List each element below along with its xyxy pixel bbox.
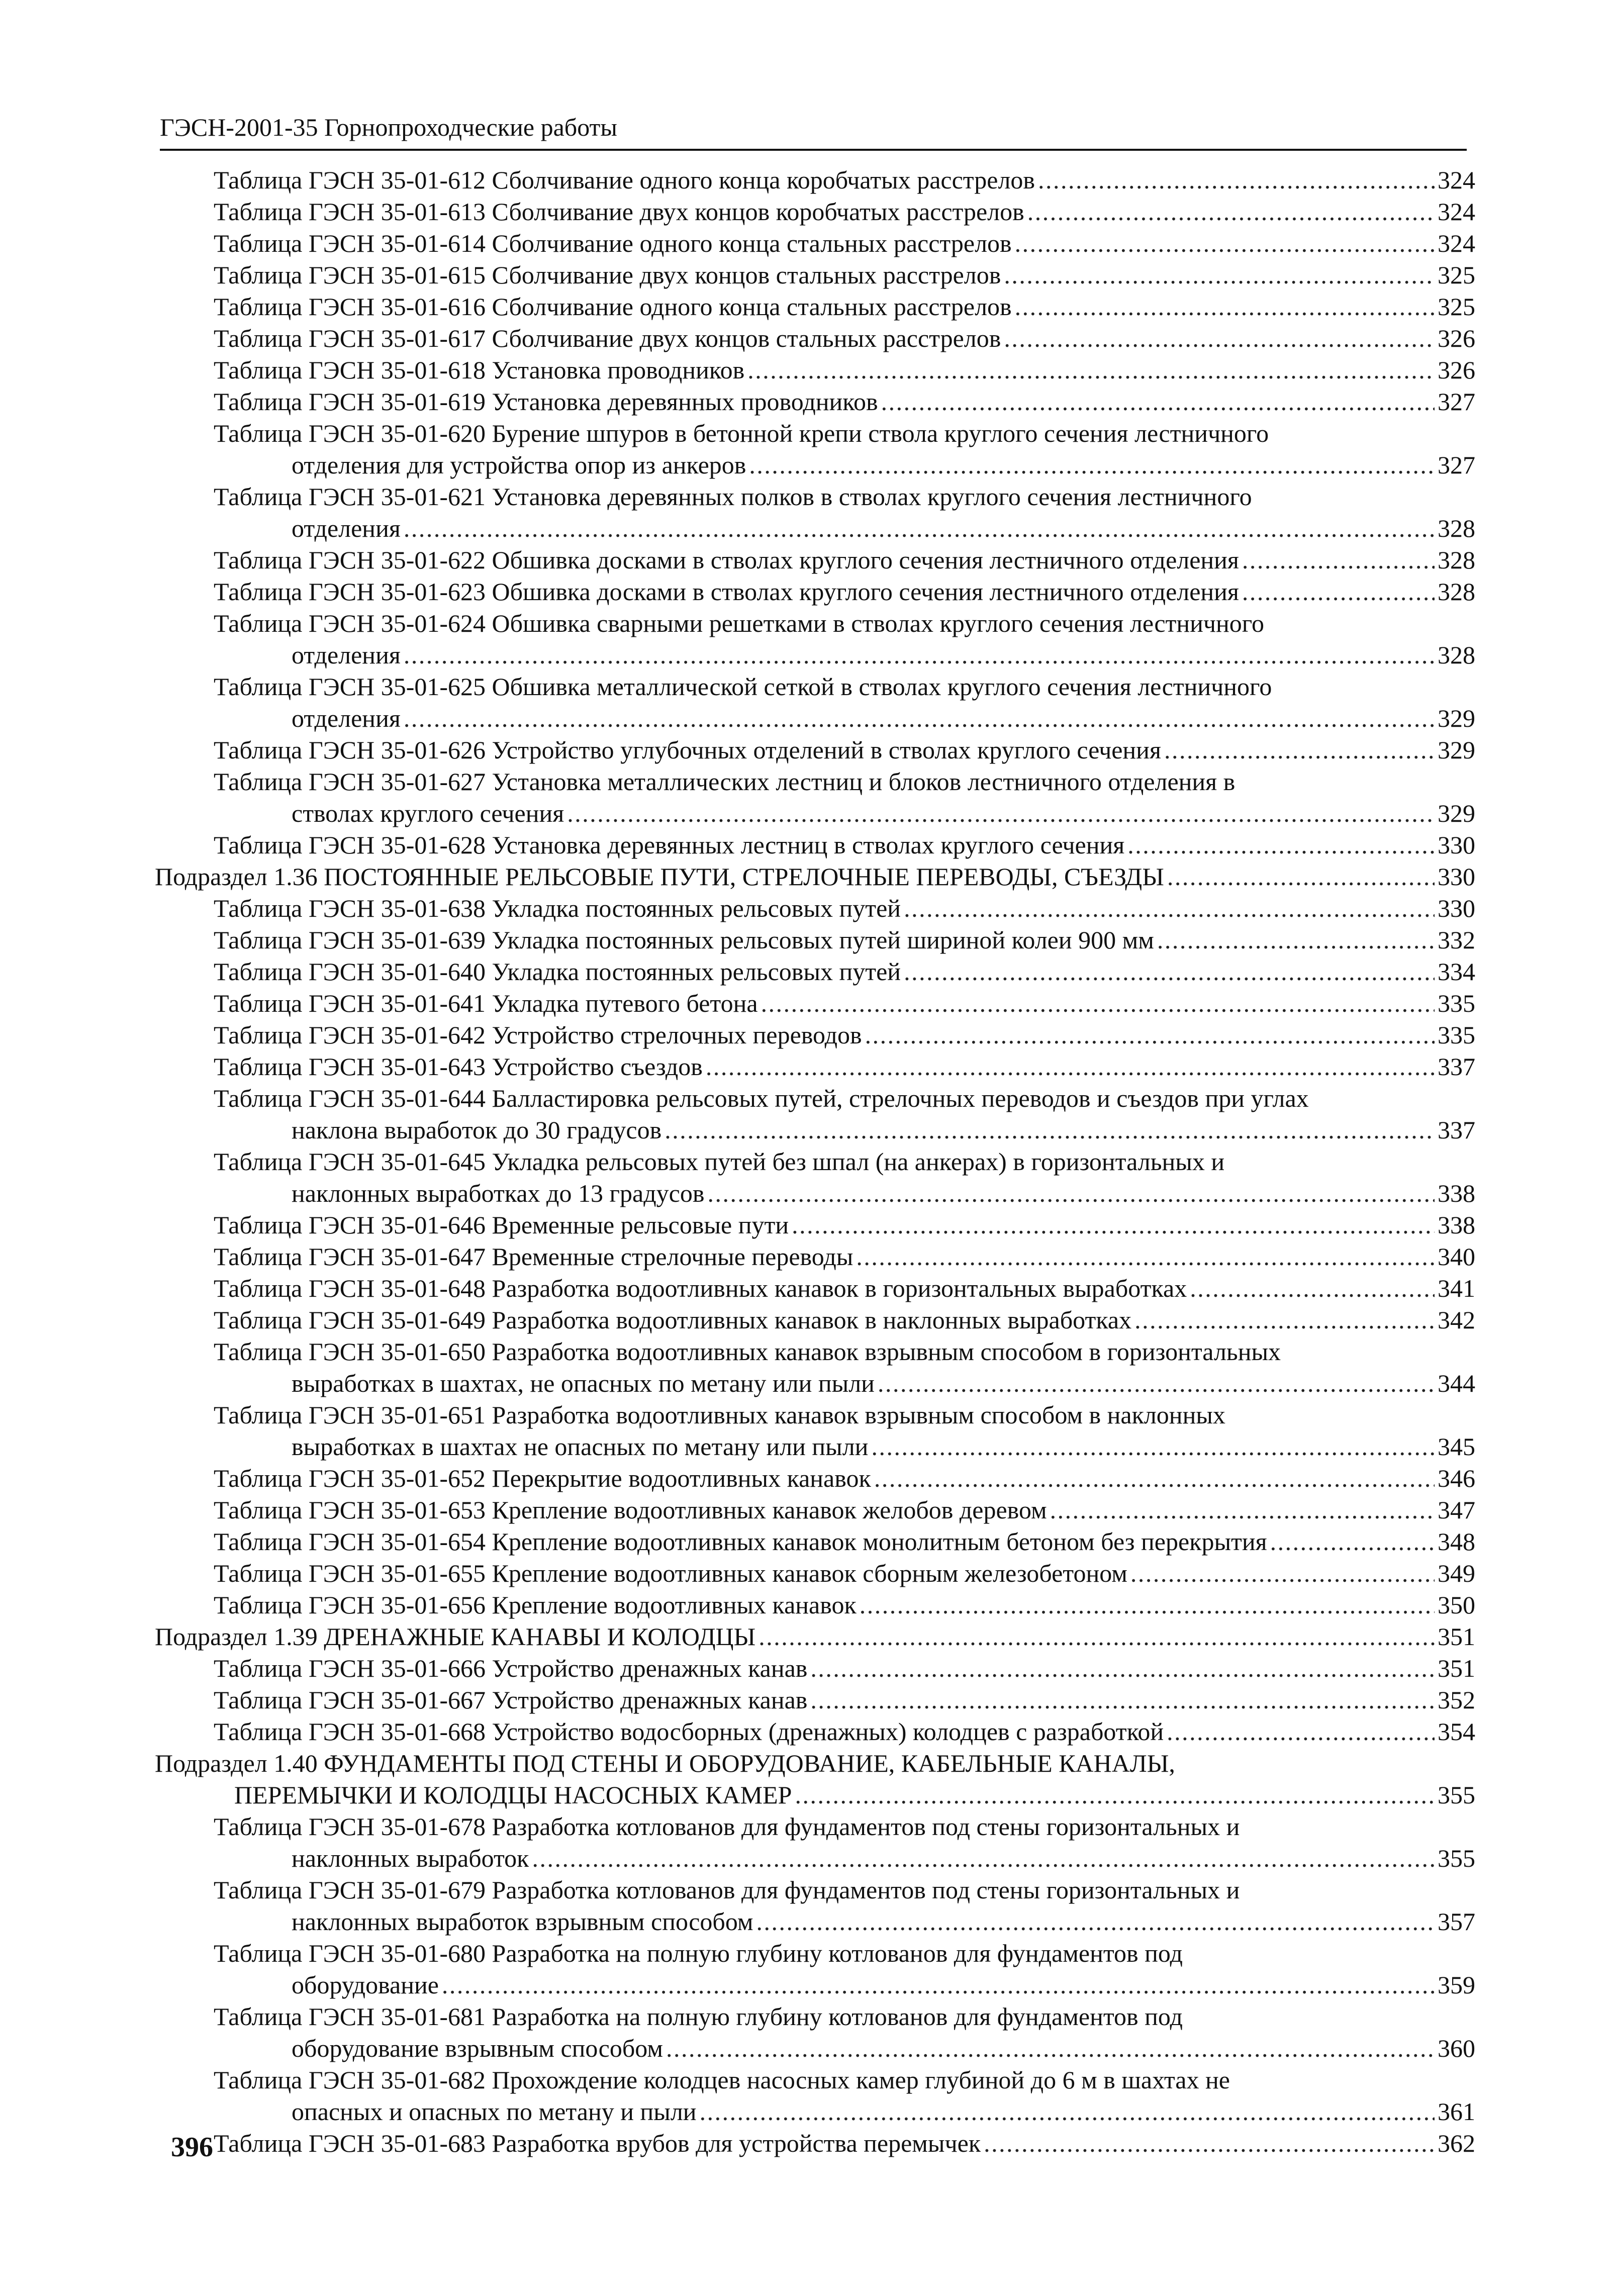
- dot-leader: [1270, 1526, 1435, 1558]
- toc-page-number: 328: [1438, 578, 1475, 606]
- toc-entry-text: Таблица ГЭСН 35-01-638 Укладка постоянных рельсовых путей: [214, 894, 901, 922]
- toc-page-number: 338: [1438, 1179, 1475, 1207]
- toc-section-line: [234, 1779, 1475, 1811]
- toc-entry-line: [214, 481, 1252, 513]
- toc-entry-text: Таблица ГЭСН 35-01-621 Установка деревянных полков в стволах круглого сечения лестничного: [214, 483, 1252, 511]
- toc-entry-text: Таблица ГЭСН 35-01-628 Установка деревянных лестниц в стволах круглого сечения: [214, 831, 1125, 859]
- toc-page-number: 361: [1438, 2097, 1475, 2126]
- toc-entry-line: [214, 1019, 1475, 1051]
- toc-entry-text: Таблица ГЭСН 35-01-618 Установка проводников: [214, 356, 745, 384]
- toc-page-number: 334: [1438, 958, 1475, 986]
- dot-leader: [700, 2096, 1435, 2128]
- toc-page-number: 330: [1438, 831, 1475, 859]
- toc-entry-line: [214, 1811, 1240, 1843]
- toc-entry-text: выработках в шахтах, не опасных по метану или пыли: [292, 1369, 875, 1397]
- toc-section-line: [155, 861, 1475, 893]
- dot-leader: [871, 1431, 1435, 1463]
- toc-entry-text: Таблица ГЭСН 35-01-645 Укладка рельсовых путей без шпал (на анкерах) в горизонтальных и: [214, 1147, 1225, 1176]
- toc-page-number: 325: [1438, 261, 1475, 289]
- toc-entry-line: [214, 988, 1475, 1019]
- toc-entry-text: Таблица ГЭСН 35-01-644 Балластировка рельсовых путей, стрелочных переводов и съездов при углах: [214, 1084, 1309, 1112]
- toc-entry-line: [292, 1843, 1475, 1874]
- dot-leader: [1027, 196, 1435, 228]
- toc-entry-text: стволах круглого сечения: [292, 799, 564, 827]
- toc-entry-line: [214, 576, 1475, 608]
- toc-entry-line: [214, 1304, 1475, 1336]
- toc-entry-line: [214, 1653, 1475, 1684]
- dot-leader: [1015, 291, 1435, 323]
- toc-entry-line: [214, 1463, 1475, 1494]
- toc-page-number: 344: [1438, 1369, 1475, 1397]
- toc-entry-line: [292, 513, 1475, 544]
- toc-entry-text: наклонных выработок: [292, 1844, 529, 1872]
- toc-page-number: 357: [1438, 1907, 1475, 1936]
- toc-entry-text: выработках в шахтах не опасных по метану или пыли: [292, 1432, 869, 1461]
- toc-entry-line: [214, 956, 1475, 988]
- toc-entry-line: [292, 1178, 1475, 1209]
- dot-leader: [1015, 228, 1435, 259]
- toc-page-number: 325: [1438, 293, 1475, 321]
- toc-entry-text: Таблица ГЭСН 35-01-683 Разработка врубов для устройства перемычек: [214, 2129, 981, 2157]
- dot-leader: [1242, 544, 1435, 576]
- dot-leader: [795, 1779, 1435, 1811]
- toc-entry-line: [214, 608, 1264, 639]
- dot-leader: [707, 1178, 1435, 1209]
- toc-entry-line: [214, 1399, 1225, 1431]
- toc-entry-text: Таблица ГЭСН 35-01-627 Установка металлических лестниц и блоков лестничного отделения в: [214, 768, 1236, 796]
- toc-entry-line: [214, 1241, 1475, 1273]
- toc-entry-line: [214, 1051, 1475, 1083]
- toc-page-number: 349: [1438, 1559, 1475, 1587]
- toc-page-number: 324: [1438, 198, 1475, 226]
- header-title: ГЭСН-2001-35 Горнопроходческие работы: [160, 113, 617, 141]
- dot-leader: [532, 1843, 1435, 1874]
- toc-entry-line: [292, 1114, 1475, 1146]
- dot-leader: [664, 1114, 1435, 1146]
- dot-leader: [874, 1463, 1435, 1494]
- dot-leader: [666, 2033, 1435, 2064]
- toc-page-number: 351: [1438, 1654, 1475, 1682]
- toc-entry-text: Таблица ГЭСН 35-01-667 Устройство дренажных канав: [214, 1686, 808, 1714]
- toc-entry-line: [214, 766, 1235, 798]
- toc-entry-line: [214, 1589, 1475, 1621]
- toc-page-number: 332: [1438, 926, 1475, 954]
- toc-page-number: 360: [1438, 2034, 1475, 2062]
- toc-entry-line: [214, 1874, 1240, 1906]
- dot-leader: [747, 354, 1435, 386]
- dot-leader: [1134, 1304, 1435, 1336]
- toc-entry-text: Подраздел 1.36 ПОСТОЯННЫЕ РЕЛЬСОВЫЕ ПУТИ, СТРЕЛОЧНЫЕ ПЕРЕВОДЫ, СЪЕЗДЫ: [155, 863, 1164, 891]
- toc-entry-line: [214, 1273, 1475, 1304]
- toc-entry-text: Таблица ГЭСН 35-01-625 Обшивка металлической сеткой в стволах круглого сечения лестничного: [214, 673, 1272, 701]
- toc-entry-line: [292, 2096, 1475, 2128]
- toc-entry-line: [214, 1684, 1475, 1716]
- toc-page-number: 328: [1438, 514, 1475, 542]
- toc-entry-text: оборудование: [292, 1971, 439, 1999]
- toc-entry-line: [292, 639, 1475, 671]
- dot-leader: [810, 1653, 1435, 1684]
- dot-leader: [878, 1368, 1435, 1399]
- toc-page-number: 327: [1438, 451, 1475, 479]
- dot-leader: [1004, 259, 1435, 291]
- dot-leader: [865, 1019, 1435, 1051]
- toc-entry-line: [214, 893, 1475, 924]
- toc-entry-line: [214, 228, 1475, 259]
- toc-entry-text: Таблица ГЭСН 35-01-656 Крепление водоотливных канавок: [214, 1591, 857, 1619]
- dot-leader: [984, 2128, 1435, 2159]
- toc-entry-text: Таблица ГЭСН 35-01-650 Разработка водоотливных канавок взрывным способом в горизонтальных: [214, 1337, 1281, 1366]
- dot-leader: [404, 639, 1435, 671]
- dot-leader: [442, 1969, 1435, 2001]
- dot-leader: [1127, 829, 1435, 861]
- toc-entry-text: наклона выработок до 30 градусов: [292, 1116, 662, 1144]
- toc-entry-text: Таблица ГЭСН 35-01-639 Укладка постоянных рельсовых путей шириной колеи 900 мм: [214, 926, 1154, 954]
- dot-leader: [856, 1241, 1435, 1273]
- toc-entry-line: [214, 259, 1475, 291]
- dot-leader: [749, 449, 1435, 481]
- dot-leader: [860, 1589, 1435, 1621]
- dot-leader: [1167, 861, 1435, 893]
- toc-entry-text: отделения: [292, 641, 401, 669]
- toc-page-number: 337: [1438, 1116, 1475, 1144]
- toc-entry-text: Таблица ГЭСН 35-01-620 Бурение шпуров в бетонной крепи ствола круглого сечения лестничного: [214, 419, 1269, 447]
- toc-entry-line: [292, 2033, 1475, 2064]
- dot-leader: [1004, 323, 1435, 354]
- toc-page-number: 348: [1438, 1527, 1475, 1556]
- toc-page-number: 355: [1438, 1844, 1475, 1872]
- toc-page-number: 338: [1438, 1211, 1475, 1239]
- toc-entry-line: [292, 798, 1475, 829]
- toc-page-number: 327: [1438, 388, 1475, 416]
- toc-entry-line: [214, 2128, 1475, 2159]
- toc-entry-text: Подраздел 1.40 ФУНДАМЕНТЫ ПОД СТЕНЫ И ОБОРУДОВАНИЕ, КАБЕЛЬНЫЕ КАНАЛЫ,: [155, 1749, 1175, 1777]
- toc-entry-text: Таблица ГЭСН 35-01-626 Устройство углубочных отделений в стволах круглого сечения: [214, 736, 1161, 764]
- toc-entry-text: Таблица ГЭСН 35-01-648 Разработка водоотливных канавок в горизонтальных выработках: [214, 1274, 1187, 1302]
- toc-page-number: 350: [1438, 1591, 1475, 1619]
- toc-entry-line: [214, 1083, 1309, 1114]
- toc-entry-line: [214, 2064, 1230, 2096]
- toc-entry-text: наклонных выработок взрывным способом: [292, 1907, 753, 1936]
- toc-entry-line: [214, 1336, 1281, 1368]
- toc-page-number: 330: [1438, 863, 1475, 891]
- toc-entry-line: [292, 703, 1475, 734]
- toc-entry-line: [214, 1494, 1475, 1526]
- toc-page-number: 329: [1438, 799, 1475, 827]
- toc-page-number: 324: [1438, 166, 1475, 194]
- dot-leader: [758, 1621, 1435, 1653]
- toc-page-number: 347: [1438, 1496, 1475, 1524]
- dot-leader: [567, 798, 1435, 829]
- toc-entry-line: [292, 1368, 1475, 1399]
- toc-entry-text: Таблица ГЭСН 35-01-642 Устройство стрелочных переводов: [214, 1021, 862, 1049]
- toc-page-number: 352: [1438, 1686, 1475, 1714]
- toc-entry-line: [214, 2001, 1183, 2033]
- toc-entry-line: [214, 1526, 1475, 1558]
- toc-section-line: [155, 1621, 1475, 1653]
- page-number: 396: [171, 2132, 213, 2163]
- running-header: [160, 110, 1467, 151]
- dot-leader: [1242, 576, 1435, 608]
- dot-leader: [904, 893, 1435, 924]
- toc-entry-text: опасных и опасных по метану и пыли: [292, 2097, 697, 2126]
- toc-entry-text: Таблица ГЭСН 35-01-617 Сболчивание двух концов стальных расстрелов: [214, 324, 1001, 352]
- dot-leader: [756, 1906, 1435, 1938]
- dot-leader: [1130, 1558, 1435, 1589]
- toc-page-number: 345: [1438, 1432, 1475, 1461]
- toc-entry-line: [214, 291, 1475, 323]
- toc-entry-text: Таблица ГЭСН 35-01-649 Разработка водоотливных канавок в наклонных выработках: [214, 1306, 1132, 1334]
- toc-entry-text: Таблица ГЭСН 35-01-653 Крепление водоотливных канавок желобов деревом: [214, 1496, 1047, 1524]
- toc-page-number: 340: [1438, 1242, 1475, 1271]
- toc-entry-text: отделения: [292, 704, 401, 732]
- toc-page-number: 355: [1438, 1781, 1475, 1809]
- toc-entry-line: [214, 829, 1475, 861]
- dot-leader: [810, 1684, 1435, 1716]
- toc-section-line: [155, 1748, 1175, 1779]
- toc-page-number: 324: [1438, 229, 1475, 257]
- toc-entry-line: [214, 671, 1272, 703]
- dot-leader: [881, 386, 1435, 418]
- dot-leader: [1050, 1494, 1435, 1526]
- dot-leader: [1167, 1716, 1435, 1748]
- toc-entry-line: [214, 1938, 1183, 1969]
- toc-page-number: 335: [1438, 1021, 1475, 1049]
- toc-page-number: 329: [1438, 704, 1475, 732]
- toc-entry-text: ПЕРЕМЫЧКИ И КОЛОДЦЫ НАСОСНЫХ КАМЕР: [234, 1781, 792, 1809]
- toc-entry-text: отделения для устройства опор из анкеров: [292, 451, 746, 479]
- toc-entry-text: Таблица ГЭСН 35-01-681 Разработка на полную глубину котлованов для фундаментов под: [214, 2002, 1183, 2031]
- toc-entry-text: Таблица ГЭСН 35-01-613 Сболчивание двух концов коробчатых расстрелов: [214, 198, 1024, 226]
- toc-entry-line: [214, 1716, 1475, 1748]
- toc-page-number: 326: [1438, 324, 1475, 352]
- toc-page-number: 329: [1438, 736, 1475, 764]
- toc-page-number: 354: [1438, 1717, 1475, 1746]
- toc-entry-line: [214, 1146, 1224, 1178]
- toc-entry-line: [292, 1969, 1475, 2001]
- toc-entry-text: отделения: [292, 514, 401, 542]
- toc-entry-text: Таблица ГЭСН 35-01-619 Установка деревянных проводников: [214, 388, 878, 416]
- toc-entry-text: Таблица ГЭСН 35-01-623 Обшивка досками в стволах круглого сечения лестничного отделения: [214, 578, 1239, 606]
- toc-entry-line: [214, 1209, 1475, 1241]
- toc-entry-text: Таблица ГЭСН 35-01-622 Обшивка досками в стволах круглого сечения лестничного отделения: [214, 546, 1239, 574]
- dot-leader: [404, 703, 1435, 734]
- toc-entry-line: [214, 924, 1475, 956]
- toc-entry-text: оборудование взрывным способом: [292, 2034, 663, 2062]
- toc-entry-text: Таблица ГЭСН 35-01-652 Перекрытие водоотливных канавок: [214, 1464, 871, 1492]
- toc-entry-text: Таблица ГЭСН 35-01-641 Укладка путевого бетона: [214, 989, 758, 1017]
- dot-leader: [1164, 734, 1435, 766]
- toc-page-number: 328: [1438, 641, 1475, 669]
- toc-entry-line: [214, 164, 1475, 196]
- dot-leader: [1157, 924, 1435, 956]
- toc-page-number: 337: [1438, 1053, 1475, 1081]
- dot-leader: [706, 1051, 1435, 1083]
- toc-entry-text: Таблица ГЭСН 35-01-647 Временные стрелочные переводы: [214, 1242, 853, 1271]
- toc-entry-line: [214, 323, 1475, 354]
- toc-entry-text: Таблица ГЭСН 35-01-643 Устройство съездов: [214, 1053, 703, 1081]
- toc-entry-text: Таблица ГЭСН 35-01-651 Разработка водоотливных канавок взрывным способом в наклонных: [214, 1401, 1225, 1429]
- toc-entry-text: Таблица ГЭСН 35-01-612 Сболчивание одного конца коробчатых расстрелов: [214, 166, 1035, 194]
- toc-page-number: 330: [1438, 894, 1475, 922]
- toc-entry-text: Таблица ГЭСН 35-01-646 Временные рельсовые пути: [214, 1211, 789, 1239]
- dot-leader: [761, 988, 1435, 1019]
- toc-entry-line: [214, 418, 1269, 449]
- dot-leader: [1190, 1273, 1435, 1304]
- dot-leader: [404, 513, 1435, 544]
- toc-entry-text: Таблица ГЭСН 35-01-654 Крепление водоотливных канавок монолитным бетоном без перекрытия: [214, 1527, 1267, 1556]
- toc-entry-text: Таблица ГЭСН 35-01-655 Крепление водоотливных канавок сборным железобетоном: [214, 1559, 1127, 1587]
- toc-entry-line: [292, 449, 1475, 481]
- toc-entry-text: Таблица ГЭСН 35-01-624 Обшивка сварными решетками в стволах круглого сечения лестничного: [214, 609, 1265, 637]
- toc-entry-text: Таблица ГЭСН 35-01-614 Сболчивание одного конца стальных расстрелов: [214, 229, 1012, 257]
- toc-entry-text: наклонных выработках до 13 градусов: [292, 1179, 705, 1207]
- toc-entry-line: [214, 734, 1475, 766]
- toc-entry-text: Таблица ГЭСН 35-01-678 Разработка котлованов для фундаментов под стены горизонтальных и: [214, 1812, 1240, 1841]
- toc-entry-line: [292, 1906, 1475, 1938]
- toc-page-number: 328: [1438, 546, 1475, 574]
- toc-entry-text: Таблица ГЭСН 35-01-679 Разработка котлованов для фундаментов под стены горизонтальных и: [214, 1876, 1240, 1904]
- toc-page-number: 346: [1438, 1464, 1475, 1492]
- toc-page-number: 342: [1438, 1306, 1475, 1334]
- toc-entry-text: Таблица ГЭСН 35-01-616 Сболчивание одного конца стальных расстрелов: [214, 293, 1012, 321]
- toc-entry-text: Таблица ГЭСН 35-01-680 Разработка на полную глубину котлованов для фундаментов под: [214, 1939, 1183, 1967]
- toc-page-number: 326: [1438, 356, 1475, 384]
- toc-entry-text: Таблица ГЭСН 35-01-615 Сболчивание двух концов стальных расстрелов: [214, 261, 1001, 289]
- toc-entry-line: [214, 196, 1475, 228]
- dot-leader: [792, 1209, 1435, 1241]
- toc-entry-line: [214, 386, 1475, 418]
- toc-entry-text: Таблица ГЭСН 35-01-668 Устройство водосборных (дренажных) колодцев с разработкой: [214, 1717, 1164, 1746]
- toc-entry-text: Таблица ГЭСН 35-01-666 Устройство дренажных канав: [214, 1654, 808, 1682]
- dot-leader: [904, 956, 1435, 988]
- toc-entry-text: Таблица ГЭСН 35-01-640 Укладка постоянных рельсовых путей: [214, 958, 901, 986]
- dot-leader: [1038, 164, 1435, 196]
- toc-page-number: 341: [1438, 1274, 1475, 1302]
- toc-page-number: 351: [1438, 1622, 1475, 1651]
- toc-page-number: 335: [1438, 989, 1475, 1017]
- toc-entry-text: Таблица ГЭСН 35-01-682 Прохождение колодцев насосных камер глубиной до 6 м в шахтах не: [214, 2066, 1230, 2094]
- toc-entry-line: [214, 544, 1475, 576]
- toc-entry-line: [214, 1558, 1475, 1589]
- toc-page-number: 362: [1438, 2129, 1475, 2157]
- toc-page-number: 359: [1438, 1971, 1475, 1999]
- toc-entry-line: [214, 354, 1475, 386]
- toc-entry-line: [292, 1431, 1475, 1463]
- toc-entry-text: Подраздел 1.39 ДРЕНАЖНЫЕ КАНАВЫ И КОЛОДЦЫ: [155, 1622, 756, 1651]
